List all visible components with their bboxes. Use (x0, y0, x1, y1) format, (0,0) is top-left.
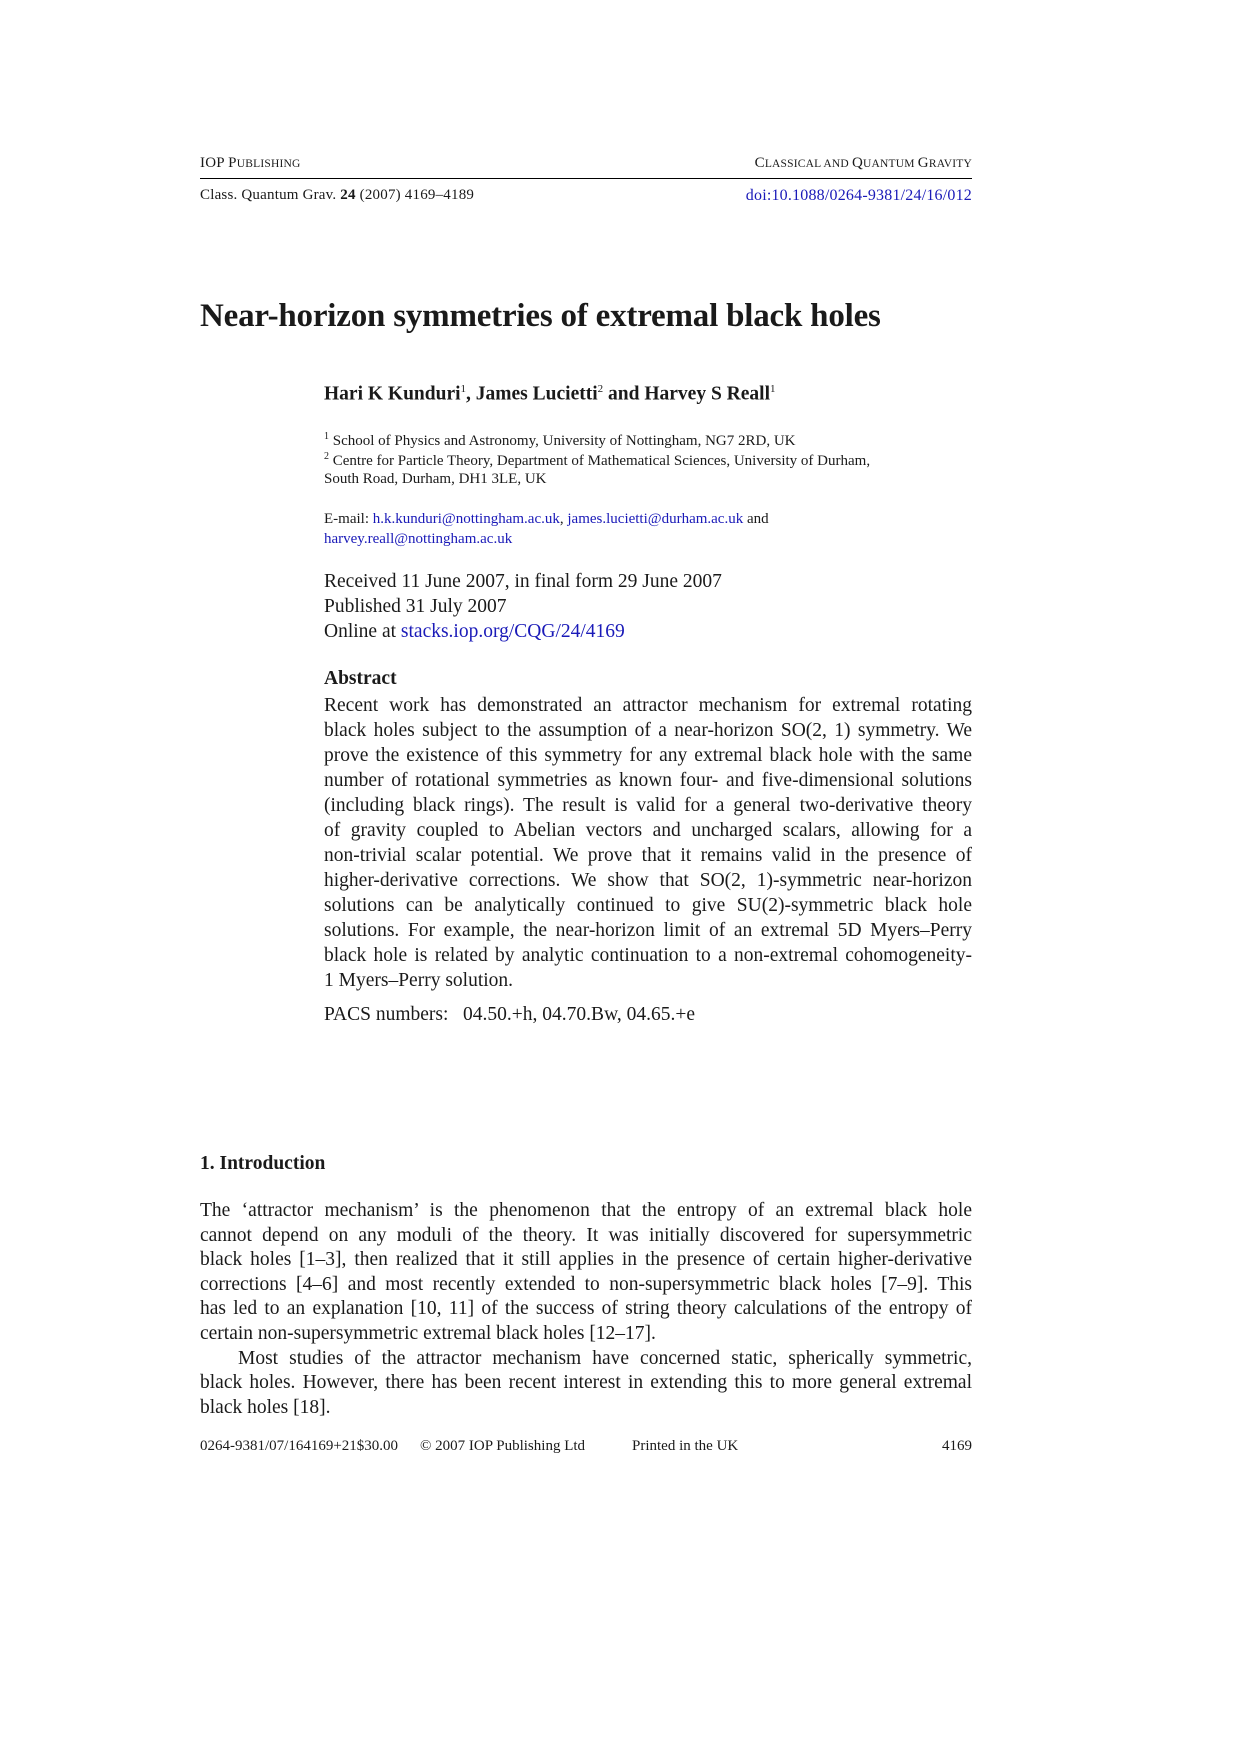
abstract-line: black hole is related by analytic continuation to a non-extremal cohomogeneity- (324, 945, 972, 966)
page-number: 4169 (942, 1438, 972, 1454)
abstract-body (324, 693, 972, 993)
online-link[interactable]: stacks.iop.org/CQG/24/4169 (400, 621, 625, 642)
abstract-line: 1 Myers–Perry solution. (324, 970, 514, 991)
doi-link[interactable]: doi:10.1088/0264-9381/24/16/012 (745, 187, 972, 204)
author-name: Hari K Kunduri (324, 383, 461, 405)
abstract-line: higher-derivative corrections. We show that SO(2, 1)-symmetric near-horizon (324, 870, 972, 891)
email-link[interactable]: h.k.kunduri@nottingham.ac.uk (372, 511, 560, 527)
paragraph-line: black holes [1–3], then realized that it still applies in the presence of certain higher-derivative (200, 1249, 972, 1271)
email-link[interactable]: harvey.reall@nottingham.ac.uk (324, 531, 513, 547)
abstract-line: of gravity coupled to Abelian vectors and uncharged scalars, allowing for a (324, 820, 972, 841)
paragraph-line: has led to an explanation [10, 11] of the success of string theory calculations of the entropy of (200, 1298, 972, 1320)
published-date: Published 31 July 2007 (324, 596, 507, 617)
publisher-name: IOP PUBLISHING (200, 155, 301, 171)
affiliation-2: $^2$ Centre for Particle Theory, Department of Mathematical Sciences, University of Durham, (324, 451, 871, 469)
abstract-line: solutions. For example, the near-horizon limit of an extremal 5D Myers–Perry (324, 920, 972, 941)
abstract-line: solutions can be analytically continued to give SU(2)-symmetric black hole (324, 895, 972, 916)
abstract-line: Recent work has demonstrated an attractor mechanism for extremal rotating (324, 695, 972, 716)
abstract-line: (including black rings). The result is valid for a general two-derivative theory (324, 795, 972, 816)
paragraph-line: corrections [4–6] and most recently extended to non-supersymmetric black holes [7–9]. This (200, 1273, 972, 1295)
online-line: Online at stacks.iop.org/CQG/24/4169 (324, 621, 625, 642)
affiliation-2-continued: South Road, Durham, DH1 3LE, UK (324, 471, 547, 487)
abstract-line: non-trivial scalar potential. We prove that it remains valid in the presence of (324, 845, 972, 866)
abstract-line: black holes subject to the assumption of a near-horizon SO(2, 1) symmetry. We (324, 720, 972, 741)
received-date: Received 11 June 2007, in final form 29 June 2007 (324, 571, 722, 592)
footer-issn: 0264-9381/07/164169+21$30.00 (200, 1438, 399, 1454)
footer-copyright: © 2007 IOP Publishing Ltd (420, 1438, 586, 1454)
paragraph-line: cannot depend on any moduli of the theory. It was initially discovered for supersymmetric (200, 1224, 972, 1246)
paper-title: Near-horizon symmetries of extremal black holes (200, 298, 881, 334)
paragraph-line: certain non-supersymmetric extremal black holes [12–17]. (200, 1322, 656, 1344)
abstract-line: number of rotational symmetries as known four- and five-dimensional solutions (324, 770, 972, 791)
paragraph-line: The ‘attractor mechanism’ is the phenomenon that the entropy of an extremal black hole (200, 1200, 972, 1221)
abstract-heading: Abstract (324, 668, 397, 689)
introduction-body (200, 1199, 972, 1420)
author-name: James Lucietti (475, 383, 598, 405)
author-list: Hari K Kunduri$^1$, James Lucietti$^2$ and Harvey S Reall$^1$ (324, 383, 776, 405)
paragraph-line: black holes. However, there has been recent interest in extending this to more general extremal (200, 1372, 972, 1394)
abstract-line: prove the existence of this symmetry for any extremal black hole with the same (324, 745, 972, 766)
email-link[interactable]: james.lucietti@durham.ac.uk (567, 511, 744, 527)
author-name: Harvey S Reall (644, 383, 770, 405)
header-rule (200, 178, 972, 179)
affiliation-1: $^1$ School of Physics and Astronomy, University of Nottingham, NG7 2RD, UK (324, 431, 796, 449)
email-line: E-mail: h.k.kunduri@nottingham.ac.uk, james.lucietti@durham.ac.uk and (324, 511, 769, 527)
paragraph-line: black holes [18]. (200, 1396, 331, 1418)
section-heading: 1. Introduction (200, 1153, 326, 1174)
citation: Class. Quantum Grav. 24 (2007) 4169–4189 (200, 187, 475, 203)
pacs-numbers: PACS numbers: 04.50.+h, 04.70.Bw, 04.65.+e (324, 1004, 696, 1025)
footer-printed: Printed in the UK (632, 1438, 739, 1454)
paragraph-line: Most studies of the attractor mechanism have concerned static, spherically symmetric, (238, 1347, 972, 1369)
journal-name: CLASSICAL AND QUANTUM GRAVITY (754, 155, 972, 171)
